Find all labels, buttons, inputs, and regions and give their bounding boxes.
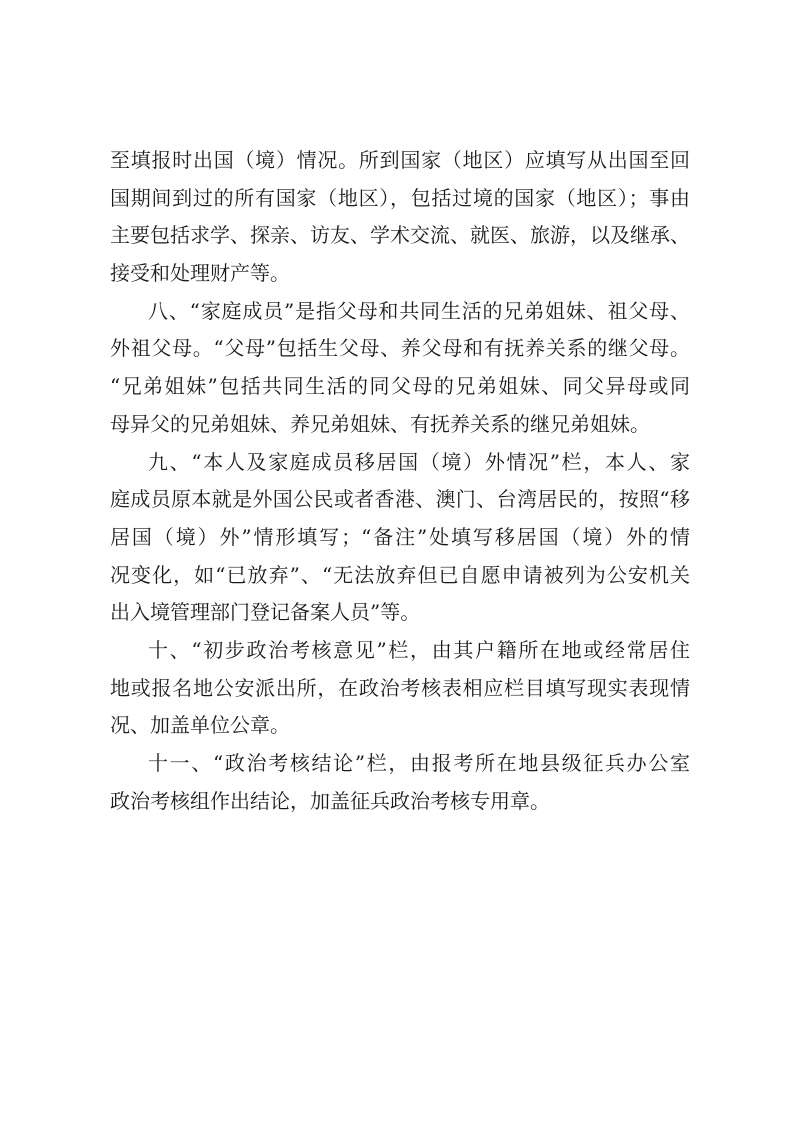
text-line: 母异父的兄弟姐妹、养兄弟姐妹、有抚养关系的继兄弟姐妹。 — [110, 411, 650, 436]
paragraph-first-line: 八、“家庭成员”是指父母和共同生活的兄弟姐妹、祖父母、 — [148, 298, 690, 323]
text-line: “兄弟姐妹”包括共同生活的同父母的兄弟姐妹、同父异母或同 — [110, 374, 690, 399]
paragraph-first-line: 九、“本人及家庭成员移居国（境）外情况”栏，本人、家 — [148, 449, 690, 474]
text-line: 主要包括求学、探亲、访友、学术交流、就医、旅游，以及继承、 — [110, 223, 690, 248]
paragraph-first-line: 十一、“政治考核结论”栏，由报考所在地县级征兵办公室 — [148, 751, 690, 775]
text-line: 庭成员原本就是外国公民或者香港、澳门、台湾居民的，按照“移 — [110, 487, 690, 512]
text-line: 况变化，如“已放弃”、“无法放弃但已自愿申请被列为公安机关 — [110, 562, 690, 587]
text-line: 接受和处理财产等。 — [110, 261, 290, 286]
paragraph-first-line: 十、“初步政治考核意见”栏，由其户籍所在地或经常居住 — [148, 637, 690, 662]
text-line: 地或报名地公安派出所，在政治考核表相应栏目填写现实表现情 — [110, 675, 690, 700]
text-line: 居国（境）外”情形填写；“备注”处填写移居国（境）外的情 — [110, 524, 690, 549]
text-line: 至填报时出国（境）情况。所到国家（地区）应填写从出国至回 — [110, 148, 690, 172]
text-line: 出入境管理部门登记备案人员”等。 — [110, 600, 421, 625]
text-line: 外祖父母。“父母”包括生父母、养父母和有抚养关系的继父母。 — [110, 336, 690, 361]
body-text — [110, 142, 690, 820]
text-line: 国期间到过的所有国家（地区），包括过境的国家（地区）；事由 — [110, 185, 690, 210]
text-line: 政治考核组作出结论，加盖征兵政治考核专用章。 — [110, 788, 550, 813]
text-line: 况、加盖单位公章。 — [110, 713, 290, 738]
